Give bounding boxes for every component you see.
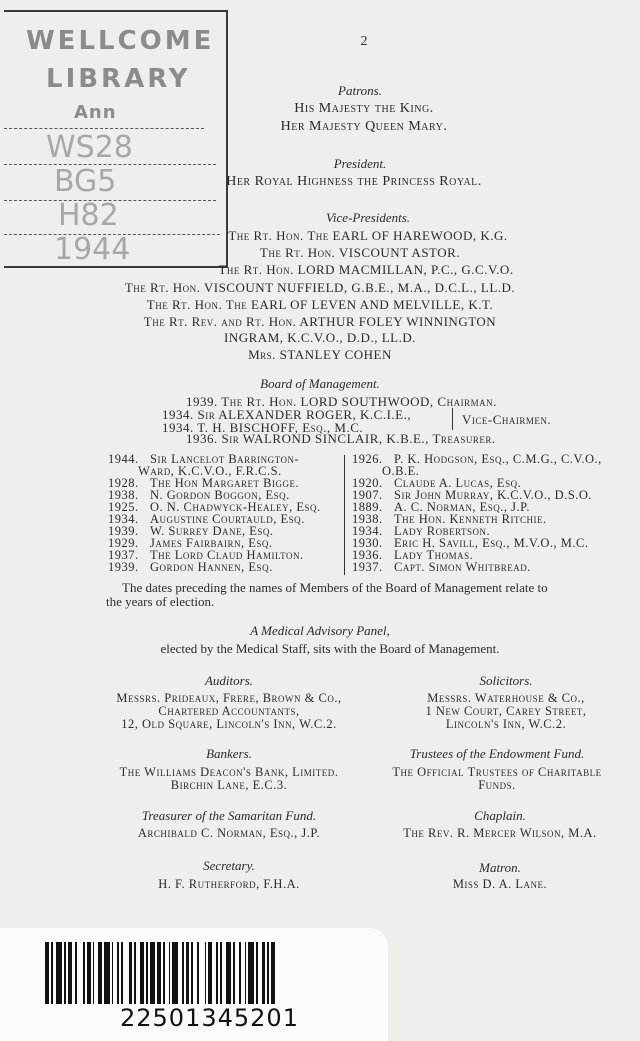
barcode-bar [98, 942, 102, 1004]
matron-line: Miss D. A. Lane. [452, 877, 548, 891]
vice-president-6: The Rt. Rev. and Rt. Hon. ARTHUR FOLEY WINNINGTON [143, 314, 497, 329]
barcode-bar [75, 942, 77, 1004]
member-row: 1929. James Fairbairn, Esq. [108, 536, 273, 550]
auditors-line-1: Messrs. Prideaux, Frere, Brown & Co., [116, 691, 342, 705]
member-row: 1936. Lady Thomas. [352, 548, 474, 562]
member-row: Ward, K.C.V.O., F.R.C.S. [138, 464, 282, 478]
vice-president-5: The Rt. Hon. The EARL OF LEVEN AND MELVILLE, K.T. [146, 297, 494, 312]
barcode-bar [186, 942, 190, 1004]
solicitors-line-2: 1 New Court, Carey Street, [425, 704, 587, 718]
board-note-line-2: the years of election. [106, 594, 215, 609]
barcode-bar [205, 942, 207, 1004]
member-row: 1926. P. K. Hodgson, Esq., C.M.G., C.V.O., [352, 452, 602, 466]
barcode-bar [157, 942, 161, 1004]
secretary-heading: Secretary. [203, 858, 255, 873]
vice-president-1: The Rt. Hon. The EARL OF HAREWOOD, K.G. [228, 228, 508, 243]
barcode-bar [140, 942, 144, 1004]
barcode-bar [239, 942, 241, 1004]
solicitors-heading: Solicitors. [479, 673, 533, 688]
barcode-bar [197, 942, 199, 1004]
stamp-line-2: LIBRARY [46, 64, 191, 94]
member-row: 1939. Gordon Hannen, Esq. [108, 560, 273, 574]
barcode-bar [112, 942, 114, 1004]
patrons-heading: Patrons. [338, 83, 382, 98]
medical-panel-line: elected by the Medical Staff, sits with the Board of Management. [160, 641, 500, 656]
chaplain-line: The Rev. R. Mercer Wilson, M.A. [403, 826, 597, 840]
board-note-line-1: The dates preceding the names of Members of the Board of Management relate to [122, 580, 548, 595]
barcode-bar [233, 942, 235, 1004]
secretary-line: H. F. Rutherford, F.H.A. [158, 877, 300, 891]
barcode-bar [117, 942, 119, 1004]
barcode-bar [68, 942, 72, 1004]
member-row: 1920. Claude A. Lucas, Esq. [352, 476, 522, 490]
barcode-bar [256, 942, 258, 1004]
vice-presidents-heading: Vice-Presidents. [325, 210, 411, 225]
vice-president-4: The Rt. Hon. VISCOUNT NUFFIELD, G.B.E., M.A., D.C.L., LL.D. [124, 280, 516, 295]
board-vice-chairman-1: 1934. Sir ALEXANDER ROGER, K.C.I.E., [162, 407, 412, 422]
barcode-bar [146, 942, 148, 1004]
stamp-handwriting-2: BG5 [54, 164, 117, 199]
bankers-line-1: The Williams Deacon's Bank, Limited. [119, 765, 339, 779]
members-right-column [352, 453, 632, 573]
bankers-heading: Bankers. [206, 746, 252, 761]
member-row: 1889. A. C. Norman, Esq., J.P. [352, 500, 530, 514]
barcode-bar [150, 942, 156, 1004]
president-name: Her Royal Highness the Princess Royal. [226, 174, 482, 189]
barcode-bar [64, 942, 66, 1004]
barcode-bar [191, 942, 193, 1004]
vice-president-2: The Rt. Hon. VISCOUNT ASTOR. [259, 245, 461, 260]
president-heading: President. [333, 156, 387, 171]
members-divider [344, 455, 345, 575]
stamp-handwriting-3: H82 [58, 198, 119, 233]
trustees-line-1: The Official Trustees of Charitable [392, 765, 602, 779]
stamp-line-1: WELLCOME [26, 26, 215, 56]
bankers-line-2: Birchin Lane, E.C.3. [170, 778, 288, 792]
vice-president-3: The Rt. Hon. LORD MACMILLAN, P.C., G.C.V.O. [218, 262, 514, 277]
patron-1: His Majesty the King. [294, 101, 434, 116]
board-vice-chairman-2: 1934. T. H. BISCHOFF, Esq., M.C. [162, 420, 364, 435]
barcode-bar [87, 942, 91, 1004]
board-heading: Board of Management. [260, 376, 380, 391]
board-chairman: 1939. The Rt. Hon. LORD SOUTHWOOD, Chairman. [186, 394, 497, 409]
trustees-line-2: Funds. [478, 778, 516, 792]
page-number: 2 [360, 34, 368, 49]
member-row: 1907. Sir John Murray, K.C.V.O., D.S.O. [352, 488, 593, 502]
stamp-handwriting-1: WS28 [46, 130, 133, 165]
board-treasurer: 1936. Sir WALROND SINCLAIR, K.B.E., Treasurer. [186, 431, 496, 446]
barcode-bar [51, 942, 53, 1004]
barcode-bar [83, 942, 85, 1004]
solicitors-line-3: Lincoln's Inn, W.C.2. [445, 717, 567, 731]
barcode-bar [262, 942, 266, 1004]
chaplain-heading: Chaplain. [474, 808, 526, 823]
barcode-bar [45, 942, 49, 1004]
members-left-column [108, 453, 340, 573]
barcode [45, 942, 351, 1004]
barcode-bar [245, 942, 247, 1004]
barcode-bar [93, 942, 95, 1004]
member-row: 1939. W. Surrey Dane, Esq. [108, 524, 274, 538]
vice-chairmen-label: Vice-Chairmen. [462, 412, 552, 427]
vice-president-7: Mrs. STANLEY COHEN [248, 347, 392, 362]
member-row: 1934. Lady Robertson. [352, 524, 491, 538]
samaritan-heading: Treasurer of the Samaritan Fund. [141, 808, 317, 823]
auditors-line-3: 12, Old Square, Lincoln's Inn, W.C.2. [121, 717, 337, 731]
barcode-bar [169, 942, 171, 1004]
barcode-label [0, 928, 388, 1041]
member-row: 1925. O. N. Chadwyck-Healey, Esq. [108, 500, 321, 514]
member-row: 1938. N. Gordon Boggon, Esq. [108, 488, 290, 502]
vice-president-6-cont: INGRAM, K.C.V.O., D.D., LL.D. [224, 330, 416, 345]
barcode-bar [56, 942, 62, 1004]
member-row: 1937. Capt. Simon Whitbread. [352, 560, 531, 574]
auditors-line-2: Chartered Accountants, [158, 704, 300, 718]
barcode-bar [226, 942, 232, 1004]
barcode-bar [129, 942, 133, 1004]
vice-chairmen-brace [452, 408, 459, 430]
medical-panel-heading: A Medical Advisory Panel, [250, 623, 390, 638]
barcode-bar [121, 942, 123, 1004]
barcode-bar [163, 942, 165, 1004]
barcode-bar [208, 942, 212, 1004]
member-row: 1928. The Hon Margaret Bigge. [108, 476, 300, 490]
barcode-bar [134, 942, 136, 1004]
barcode-bar [104, 942, 110, 1004]
stamp-handwriting-4: 1944 [54, 232, 131, 267]
barcode-number: 22501345201 [120, 1004, 299, 1032]
barcode-bar [172, 942, 178, 1004]
solicitors-line-1: Messrs. Waterhouse & Co., [427, 691, 585, 705]
barcode-bar [220, 942, 222, 1004]
member-row: 1930. Eric H. Savill, Esq., M.V.O., M.C. [352, 536, 589, 550]
matron-heading: Matron. [479, 860, 521, 875]
member-row: O.B.E. [382, 464, 420, 478]
member-row: 1944. Sir Lancelot Barrington- [108, 452, 300, 466]
stamp-line-3: Ann [74, 102, 117, 123]
member-row: 1938. The Hon. Kenneth Ritchie. [352, 512, 547, 526]
barcode-bar [182, 942, 184, 1004]
samaritan-line: Archibald C. Norman, Esq., J.P. [137, 826, 321, 840]
barcode-bar [267, 942, 269, 1004]
barcode-bar [271, 942, 275, 1004]
auditors-heading: Auditors. [204, 673, 254, 688]
barcode-bar [216, 942, 218, 1004]
trustees-heading: Trustees of the Endowment Fund. [409, 746, 585, 761]
member-row: 1934. Augustine Courtauld, Esq. [108, 512, 305, 526]
patron-2: Her Majesty Queen Mary. [280, 119, 448, 134]
member-row: 1937. The Lord Claud Hamilton. [108, 548, 304, 562]
barcode-bar [248, 942, 254, 1004]
